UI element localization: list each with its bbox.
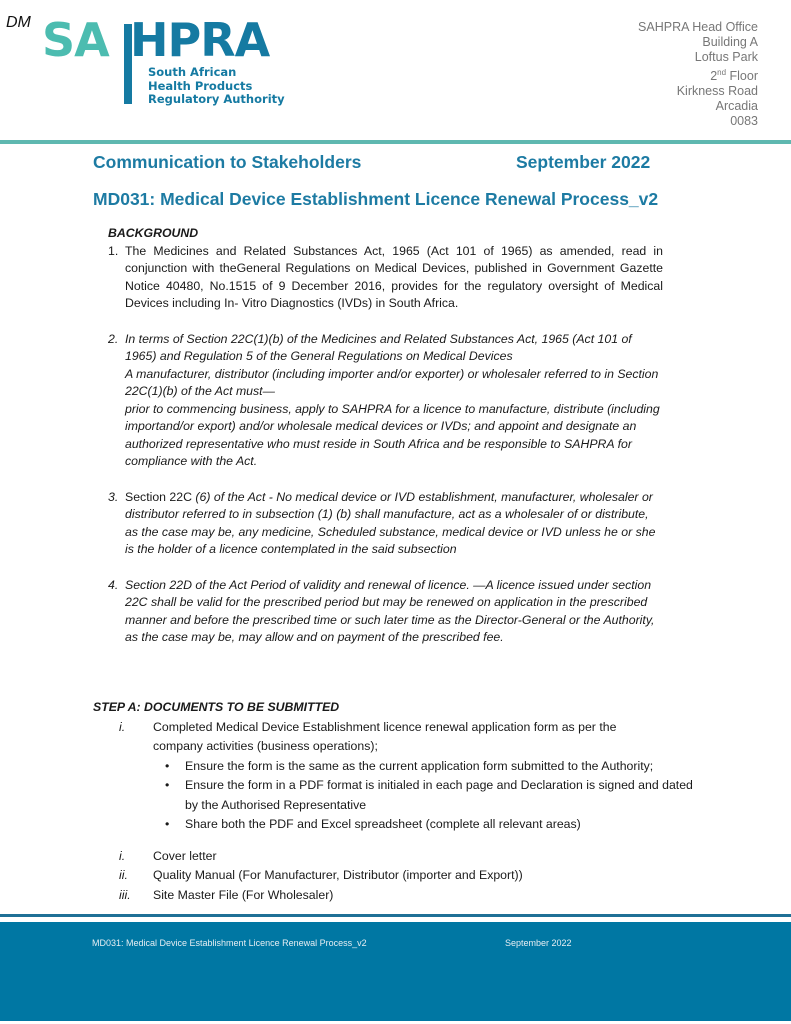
document-title: MD031: Medical Device Establishment Licence Renewal Process_v2 xyxy=(93,189,659,209)
address-line: Building A xyxy=(702,35,758,49)
bullet-text: Ensure the form in a PDF format is initialed in each page and Declaration is signed and dated by the Authorised Representative xyxy=(185,778,693,812)
item-text: Quality Manual (For Manufacturer, Distributor (importer and Export)) xyxy=(153,868,523,882)
item-text: The Medicines and Related Substances Act, 1965 (Act 101 of 1965) as amended, read in conjunction with theGeneral Regulations on Medical Devices, published in Government Gazette Notice 40480, No.1515 of 9 December 2016, provides for the regulatory oversight of Medical Devices including In- Vitro Diagnostics (IVDs) in South Africa. xyxy=(125,243,663,310)
header-divider xyxy=(0,140,791,144)
roman-numeral: ii. xyxy=(119,868,128,882)
address-line-floor xyxy=(638,65,758,84)
item-text-requirement: A manufacturer, distributor (including importer and/or exporter) or wholesaler referred to in Section 22C(1)(b) of the Act must— xyxy=(125,366,659,398)
communication-label: Communication to Stakeholders xyxy=(93,152,362,172)
step-a-section xyxy=(93,698,703,905)
item-number: 3. xyxy=(108,489,119,504)
address-line: SAHPRA Head Office xyxy=(638,20,758,34)
address-line: Loftus Park xyxy=(694,50,758,64)
footer-date: September 2022 xyxy=(505,938,572,948)
bullet-text: Share both the PDF and Excel spreadsheet (complete all relevant areas) xyxy=(185,817,581,831)
bullet-item xyxy=(165,776,703,815)
address-line: Arcadia xyxy=(715,99,758,114)
page-footer xyxy=(0,922,791,1021)
bullet-item xyxy=(165,815,703,835)
logo-hpra: HPRA xyxy=(130,13,270,67)
footer-divider xyxy=(0,914,791,917)
step-a-item xyxy=(93,886,703,906)
footer-title: MD031: Medical Device Establishment Licence Renewal Process_v2 xyxy=(92,938,367,948)
background-heading: BACKGROUND xyxy=(108,226,199,240)
item-text: (6) of the Act - No medical device or IVD establishment, manufacturer, wholesaler or distributor referred to in subsection (1) (b) shall manufacture, act as a wholesaler of or distribute, as the case may be, any medicine, Scheduled substance, medical device or IVD unless he or she is the holder of a licence contemplated in the said subsection xyxy=(125,489,656,556)
step-a-heading: STEP A: DOCUMENTS TO BE SUBMITTED xyxy=(93,700,340,714)
item-text: Completed Medical Device Establishment licence renewal application form as per the company activities (business operations); xyxy=(153,719,617,753)
communication-date: September 2022 xyxy=(516,152,651,172)
bullet-icon: • xyxy=(165,778,170,792)
logo-subtitle xyxy=(148,66,285,107)
floor-label: Floor xyxy=(726,69,758,84)
item-text: Site Master File (For Wholesaler) xyxy=(153,887,334,902)
item-text: Section 22D of the Act Period of validity and renewal of licence. —A licence issued under section 22C shall be valid for the prescribed period but may be renewed on application in the prescribed manner and before the prescribed time or such later time as the Director-General or the Authority, as the case may be, may allow and on payment of the prescribed fee. xyxy=(125,577,655,644)
dm-stamp: DM xyxy=(6,14,31,31)
floor-suffix: nd xyxy=(717,68,727,77)
background-item-4 xyxy=(108,577,663,647)
step-a-bullets xyxy=(165,757,703,835)
item-number: 1. xyxy=(108,243,119,258)
bullet-item xyxy=(165,757,703,777)
background-item-1 xyxy=(108,243,663,313)
item-number: 2. xyxy=(108,331,119,346)
item-lead: Section 22C xyxy=(125,489,196,504)
roman-numeral: i. xyxy=(119,719,126,734)
bullet-text: Ensure the form is the same as the current application form submitted to the Authority; xyxy=(185,758,654,773)
roman-numeral: i. xyxy=(119,848,126,863)
logo-subtitle-line: South African xyxy=(148,65,237,79)
floor-number: 2 xyxy=(710,69,718,84)
step-a-item xyxy=(93,847,703,867)
background-item-2 xyxy=(108,331,663,471)
bullet-icon: • xyxy=(165,758,170,773)
item-text-intro: In terms of Section 22C(1)(b) of the Medicines and Related Substances Act, 1965 (Act 101 of 1965) and Regulation 5 of the General Regulations on Medical Devices xyxy=(125,331,632,363)
item-number: 4. xyxy=(108,577,119,592)
logo-sa: SA xyxy=(42,13,109,67)
step-a-item xyxy=(93,866,703,886)
item-text-obligation: prior to commencing business, apply to SAHPRA for a licence to manufacture, distribute (including importand/or export) and/or wholesale medical devices or IVDs; and appoint and designate an authorized representative who must reside in South Africa and be responsible to SAHPRA for compliance with the Act. xyxy=(125,401,660,468)
item-text: Cover letter xyxy=(153,848,217,863)
background-item-3 xyxy=(108,489,663,559)
logo-subtitle-line: Health Products xyxy=(148,78,253,93)
address-line: Kirkness Road xyxy=(676,84,758,99)
step-a-item xyxy=(93,718,703,757)
sahpra-logo xyxy=(42,14,292,114)
background-section xyxy=(108,225,663,647)
address-line: 0083 xyxy=(730,114,758,129)
roman-numeral: iii. xyxy=(119,887,131,902)
logo-subtitle-line: Regulatory Authority xyxy=(148,92,285,106)
bullet-icon: • xyxy=(165,817,170,831)
head-office-address xyxy=(638,20,758,129)
